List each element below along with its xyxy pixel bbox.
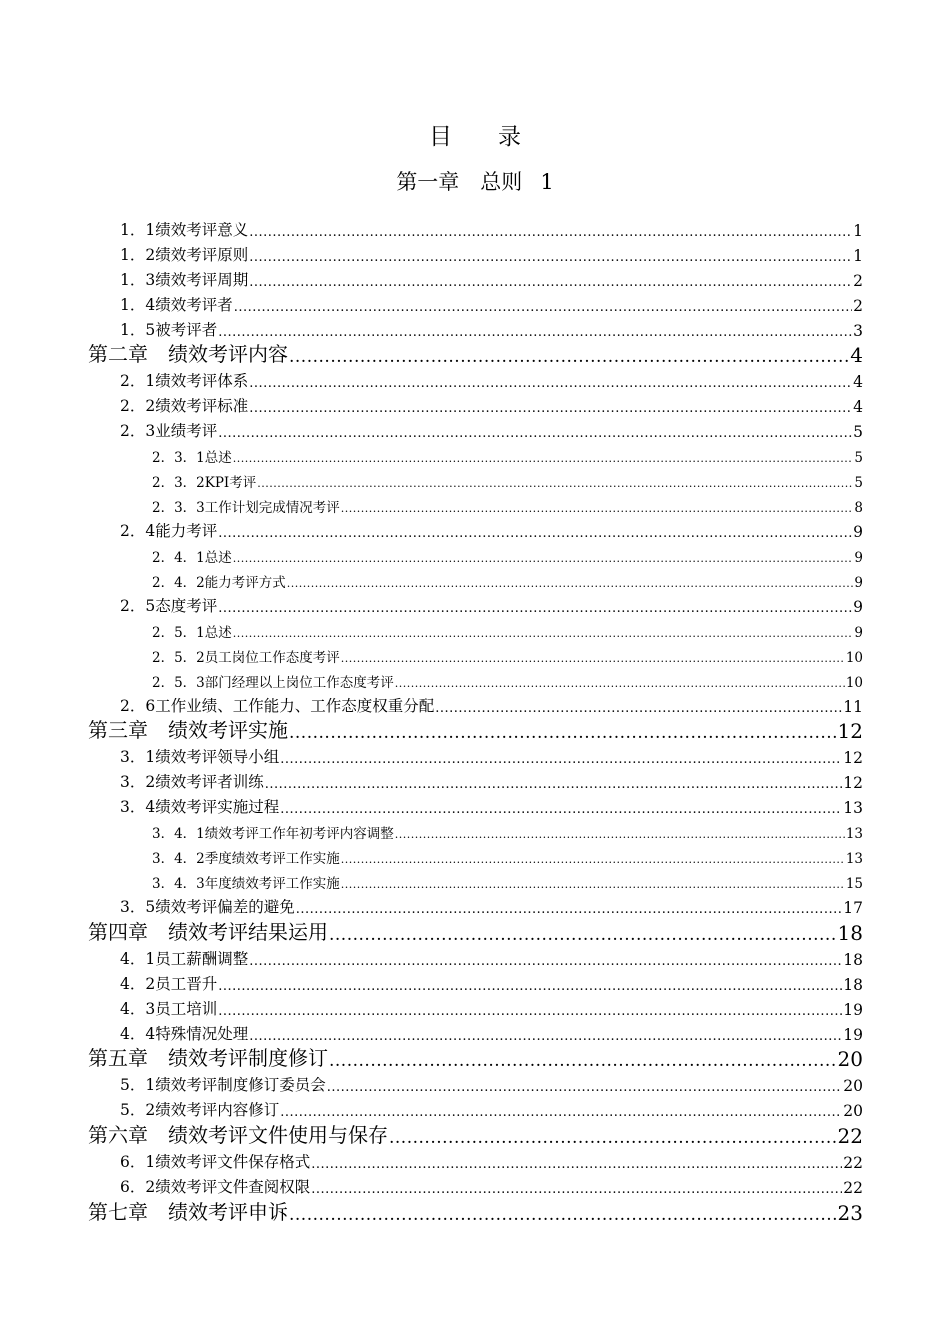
toc-entry-title: 第四章 绩效考评结果运用 <box>88 920 328 944</box>
toc-entry-title: 2．3业绩考评 <box>120 422 218 440</box>
dot-leader <box>289 1201 837 1225</box>
toc-section-entry[interactable] <box>120 795 863 817</box>
toc-entry-title: 3．4．1绩效考评工作年初考评内容调整 <box>152 826 394 842</box>
toc-chapter-entry[interactable] <box>88 1045 863 1071</box>
toc-entry-title: 1．2绩效考评原则 <box>120 246 249 264</box>
toc-entry-page: 4 <box>853 398 863 416</box>
toc-entry-page: 9 <box>854 575 863 591</box>
toc-entry-page: 19 <box>843 1026 863 1044</box>
toc-subsection-entry[interactable] <box>152 822 863 842</box>
toc-entry-title: 3．1绩效考评领导小组 <box>120 748 280 766</box>
toc-entry-page: 12 <box>843 774 863 792</box>
dot-leader <box>249 222 852 240</box>
toc-section-entry[interactable] <box>120 218 863 240</box>
dot-leader <box>218 523 852 541</box>
toc-section-entry[interactable] <box>120 1150 863 1172</box>
toc-subsection-entry[interactable] <box>152 471 863 491</box>
toc-section-entry[interactable] <box>120 268 863 290</box>
toc-entry-title: 第七章 绩效考评申诉 <box>88 1200 288 1224</box>
dot-leader <box>249 951 842 969</box>
dot-leader <box>329 1047 837 1071</box>
toc-entry-page: 4 <box>850 343 863 367</box>
toc-section-entry[interactable] <box>120 947 863 969</box>
toc-entry-page: 18 <box>843 951 863 969</box>
dot-leader <box>233 625 854 641</box>
toc-entry-page: 22 <box>843 1154 863 1172</box>
toc-chapter-entry[interactable] <box>88 1122 863 1148</box>
dot-leader <box>249 272 852 290</box>
toc-section-entry[interactable] <box>120 519 863 541</box>
toc-entry-title: 2．5．2员工岗位工作态度考评 <box>152 650 340 666</box>
dot-leader <box>233 550 854 566</box>
dot-leader <box>311 1179 842 1197</box>
toc-entry-title: 3．4．3年度绩效考评工作实施 <box>152 876 340 892</box>
dot-leader <box>327 1077 843 1095</box>
toc-subsection-entry[interactable] <box>152 646 863 666</box>
toc-entry-page: 3 <box>853 322 863 340</box>
dot-leader <box>249 247 852 265</box>
toc-entry-page: 19 <box>843 1001 863 1019</box>
toc-entry-title: 2．4．2能力考评方式 <box>152 575 286 591</box>
toc-entry-page: 8 <box>854 500 863 516</box>
toc-entry-title: 2．3．2KPI考评 <box>152 475 257 491</box>
toc-section-entry[interactable] <box>120 293 863 315</box>
toc-entry-page: 13 <box>843 799 863 817</box>
dot-leader <box>218 322 852 340</box>
toc-entry-page: 20 <box>837 1047 863 1071</box>
dot-leader <box>329 921 837 945</box>
toc-entry-title: 4．2员工晋升 <box>120 975 218 993</box>
chapter-one-label: 第一章 总则 <box>396 170 523 194</box>
toc-entry-page: 22 <box>843 1179 863 1197</box>
toc-entry-title: 4．1员工薪酬调整 <box>120 950 249 968</box>
toc-chapter-entry[interactable] <box>88 717 863 743</box>
toc-entry-page: 5 <box>853 423 863 441</box>
toc-section-entry[interactable] <box>120 1022 863 1044</box>
toc-entry-title: 3．4．2季度绩效考评工作实施 <box>152 851 340 867</box>
toc-entry-title: 2．3．1总述 <box>152 450 232 466</box>
toc-subsection-entry[interactable] <box>152 446 863 466</box>
toc-section-entry[interactable] <box>120 1098 863 1120</box>
dot-leader <box>435 698 842 716</box>
toc-entry-page: 12 <box>837 719 863 743</box>
toc-subsection-entry[interactable] <box>152 546 863 566</box>
toc-section-entry[interactable] <box>120 997 863 1019</box>
toc-entry-page: 23 <box>837 1201 863 1225</box>
dot-leader <box>311 1154 842 1172</box>
toc-title-char: 录 <box>498 124 521 150</box>
toc-section-entry[interactable] <box>120 243 863 265</box>
toc-entry-page: 20 <box>843 1077 863 1095</box>
dot-leader <box>249 373 852 391</box>
toc-entry-page: 11 <box>843 698 863 716</box>
toc-entry-page: 22 <box>837 1124 863 1148</box>
toc-subsection-entry[interactable] <box>152 872 863 892</box>
toc-entry-title: 3．4绩效考评实施过程 <box>120 798 280 816</box>
toc-entry-page: 13 <box>845 826 863 842</box>
dot-leader <box>287 575 854 591</box>
dot-leader <box>395 675 845 691</box>
toc-section-entry[interactable] <box>120 369 863 391</box>
toc-subsection-entry[interactable] <box>152 496 863 516</box>
toc-entry-page: 15 <box>845 876 863 892</box>
toc-entry-page: 18 <box>843 976 863 994</box>
dot-leader <box>341 500 854 516</box>
toc-entry-page: 10 <box>845 675 863 691</box>
toc-title <box>0 118 950 151</box>
toc-entry-page: 9 <box>854 550 863 566</box>
dot-leader <box>249 1026 842 1044</box>
toc-entry-title: 6．2绩效考评文件查阅权限 <box>120 1178 311 1196</box>
toc-entry-page: 9 <box>853 523 863 541</box>
dot-leader <box>233 450 854 466</box>
dot-leader <box>265 774 843 792</box>
dot-leader <box>218 423 852 441</box>
toc-entry-title: 1．4绩效考评者 <box>120 296 233 314</box>
chapter-one-heading[interactable] <box>0 166 950 196</box>
toc-chapter-entry[interactable] <box>88 1199 863 1225</box>
toc-entry-page: 12 <box>843 749 863 767</box>
dot-leader <box>289 719 837 743</box>
toc-entry-page: 10 <box>845 650 863 666</box>
toc-subsection-entry[interactable] <box>152 621 863 641</box>
toc-entry-page: 5 <box>854 475 863 491</box>
dot-leader <box>218 598 852 616</box>
toc-entry-page: 2 <box>853 272 863 290</box>
dot-leader <box>257 475 853 491</box>
toc-entry-title: 6．1绩效考评文件保存格式 <box>120 1153 311 1171</box>
toc-entry-page: 9 <box>854 625 863 641</box>
dot-leader <box>280 749 842 767</box>
toc-entry-title: 4．3员工培训 <box>120 1000 218 1018</box>
dot-leader <box>341 876 845 892</box>
toc-entry-page: 1 <box>853 222 863 240</box>
toc-section-entry[interactable] <box>120 394 863 416</box>
toc-subsection-entry[interactable] <box>152 671 863 691</box>
dot-leader <box>341 650 845 666</box>
toc-subsection-entry[interactable] <box>152 847 863 867</box>
toc-entry-page: 17 <box>843 899 863 917</box>
toc-entry-page: 5 <box>854 450 863 466</box>
toc-title-char: 目 <box>429 124 452 150</box>
toc-entry-title: 2．2绩效考评标准 <box>120 397 249 415</box>
toc-entry-title: 1．3绩效考评周期 <box>120 271 249 289</box>
toc-section-entry[interactable] <box>120 419 863 441</box>
toc-entry-title: 第六章 绩效考评文件使用与保存 <box>88 1123 388 1147</box>
toc-entry-title: 1．1绩效考评意义 <box>120 221 249 239</box>
toc-entry-title: 2．6工作业绩、工作能力、工作态度权重分配 <box>120 697 435 715</box>
toc-entry-page: 9 <box>853 598 863 616</box>
dot-leader <box>395 826 845 842</box>
toc-section-entry[interactable] <box>120 1175 863 1197</box>
toc-subsection-entry[interactable] <box>152 571 863 591</box>
dot-leader <box>234 297 852 315</box>
toc-entry-title: 2．5．1总述 <box>152 625 232 641</box>
toc-chapter-entry[interactable] <box>88 919 863 945</box>
dot-leader <box>389 1124 837 1148</box>
toc-entry-page: 20 <box>843 1102 863 1120</box>
toc-entry-title: 1．5被考评者 <box>120 321 218 339</box>
toc-entry-title: 2．3．3工作计划完成情况考评 <box>152 500 340 516</box>
toc-entry-page: 2 <box>853 297 863 315</box>
toc-entry-title: 第五章 绩效考评制度修订 <box>88 1046 328 1070</box>
toc-entry-title: 3．2绩效考评者训练 <box>120 773 264 791</box>
chapter-one-page: 1 <box>540 170 554 194</box>
dot-leader <box>289 343 849 367</box>
toc-entry-page: 4 <box>853 373 863 391</box>
toc-entry-title: 第二章 绩效考评内容 <box>88 342 288 366</box>
toc-section-entry[interactable] <box>120 594 863 616</box>
toc-entry-title: 第三章 绩效考评实施 <box>88 718 288 742</box>
toc-section-entry[interactable] <box>120 770 863 792</box>
toc-entry-title: 5．1绩效考评制度修订委员会 <box>120 1076 326 1094</box>
dot-leader <box>218 1001 842 1019</box>
toc-section-entry[interactable] <box>120 1073 863 1095</box>
toc-section-entry[interactable] <box>120 972 863 994</box>
toc-entry-title: 2．1绩效考评体系 <box>120 372 249 390</box>
toc-section-entry[interactable] <box>120 895 863 917</box>
toc-entry-page: 13 <box>845 851 863 867</box>
dot-leader <box>249 398 852 416</box>
toc-entry-title: 4．4特殊情况处理 <box>120 1025 249 1043</box>
toc-entry-title: 2．4．1总述 <box>152 550 232 566</box>
toc-entry-title: 2．5．3部门经理以上岗位工作态度考评 <box>152 675 394 691</box>
dot-leader <box>218 976 842 994</box>
toc-section-entry[interactable] <box>120 318 863 340</box>
toc-entry-page: 1 <box>853 247 863 265</box>
toc-entry-title: 5．2绩效考评内容修订 <box>120 1101 280 1119</box>
dot-leader <box>280 799 842 817</box>
toc-section-entry[interactable] <box>120 745 863 767</box>
dot-leader <box>296 899 843 917</box>
dot-leader <box>341 851 845 867</box>
toc-entry-title: 2．4能力考评 <box>120 522 218 540</box>
toc-entry-page: 18 <box>837 921 863 945</box>
toc-chapter-entry[interactable] <box>88 341 863 367</box>
toc-section-entry[interactable] <box>120 694 863 716</box>
toc-entry-title: 2．5态度考评 <box>120 597 218 615</box>
dot-leader <box>280 1102 842 1120</box>
toc-entry-title: 3．5绩效考评偏差的避免 <box>120 898 295 916</box>
